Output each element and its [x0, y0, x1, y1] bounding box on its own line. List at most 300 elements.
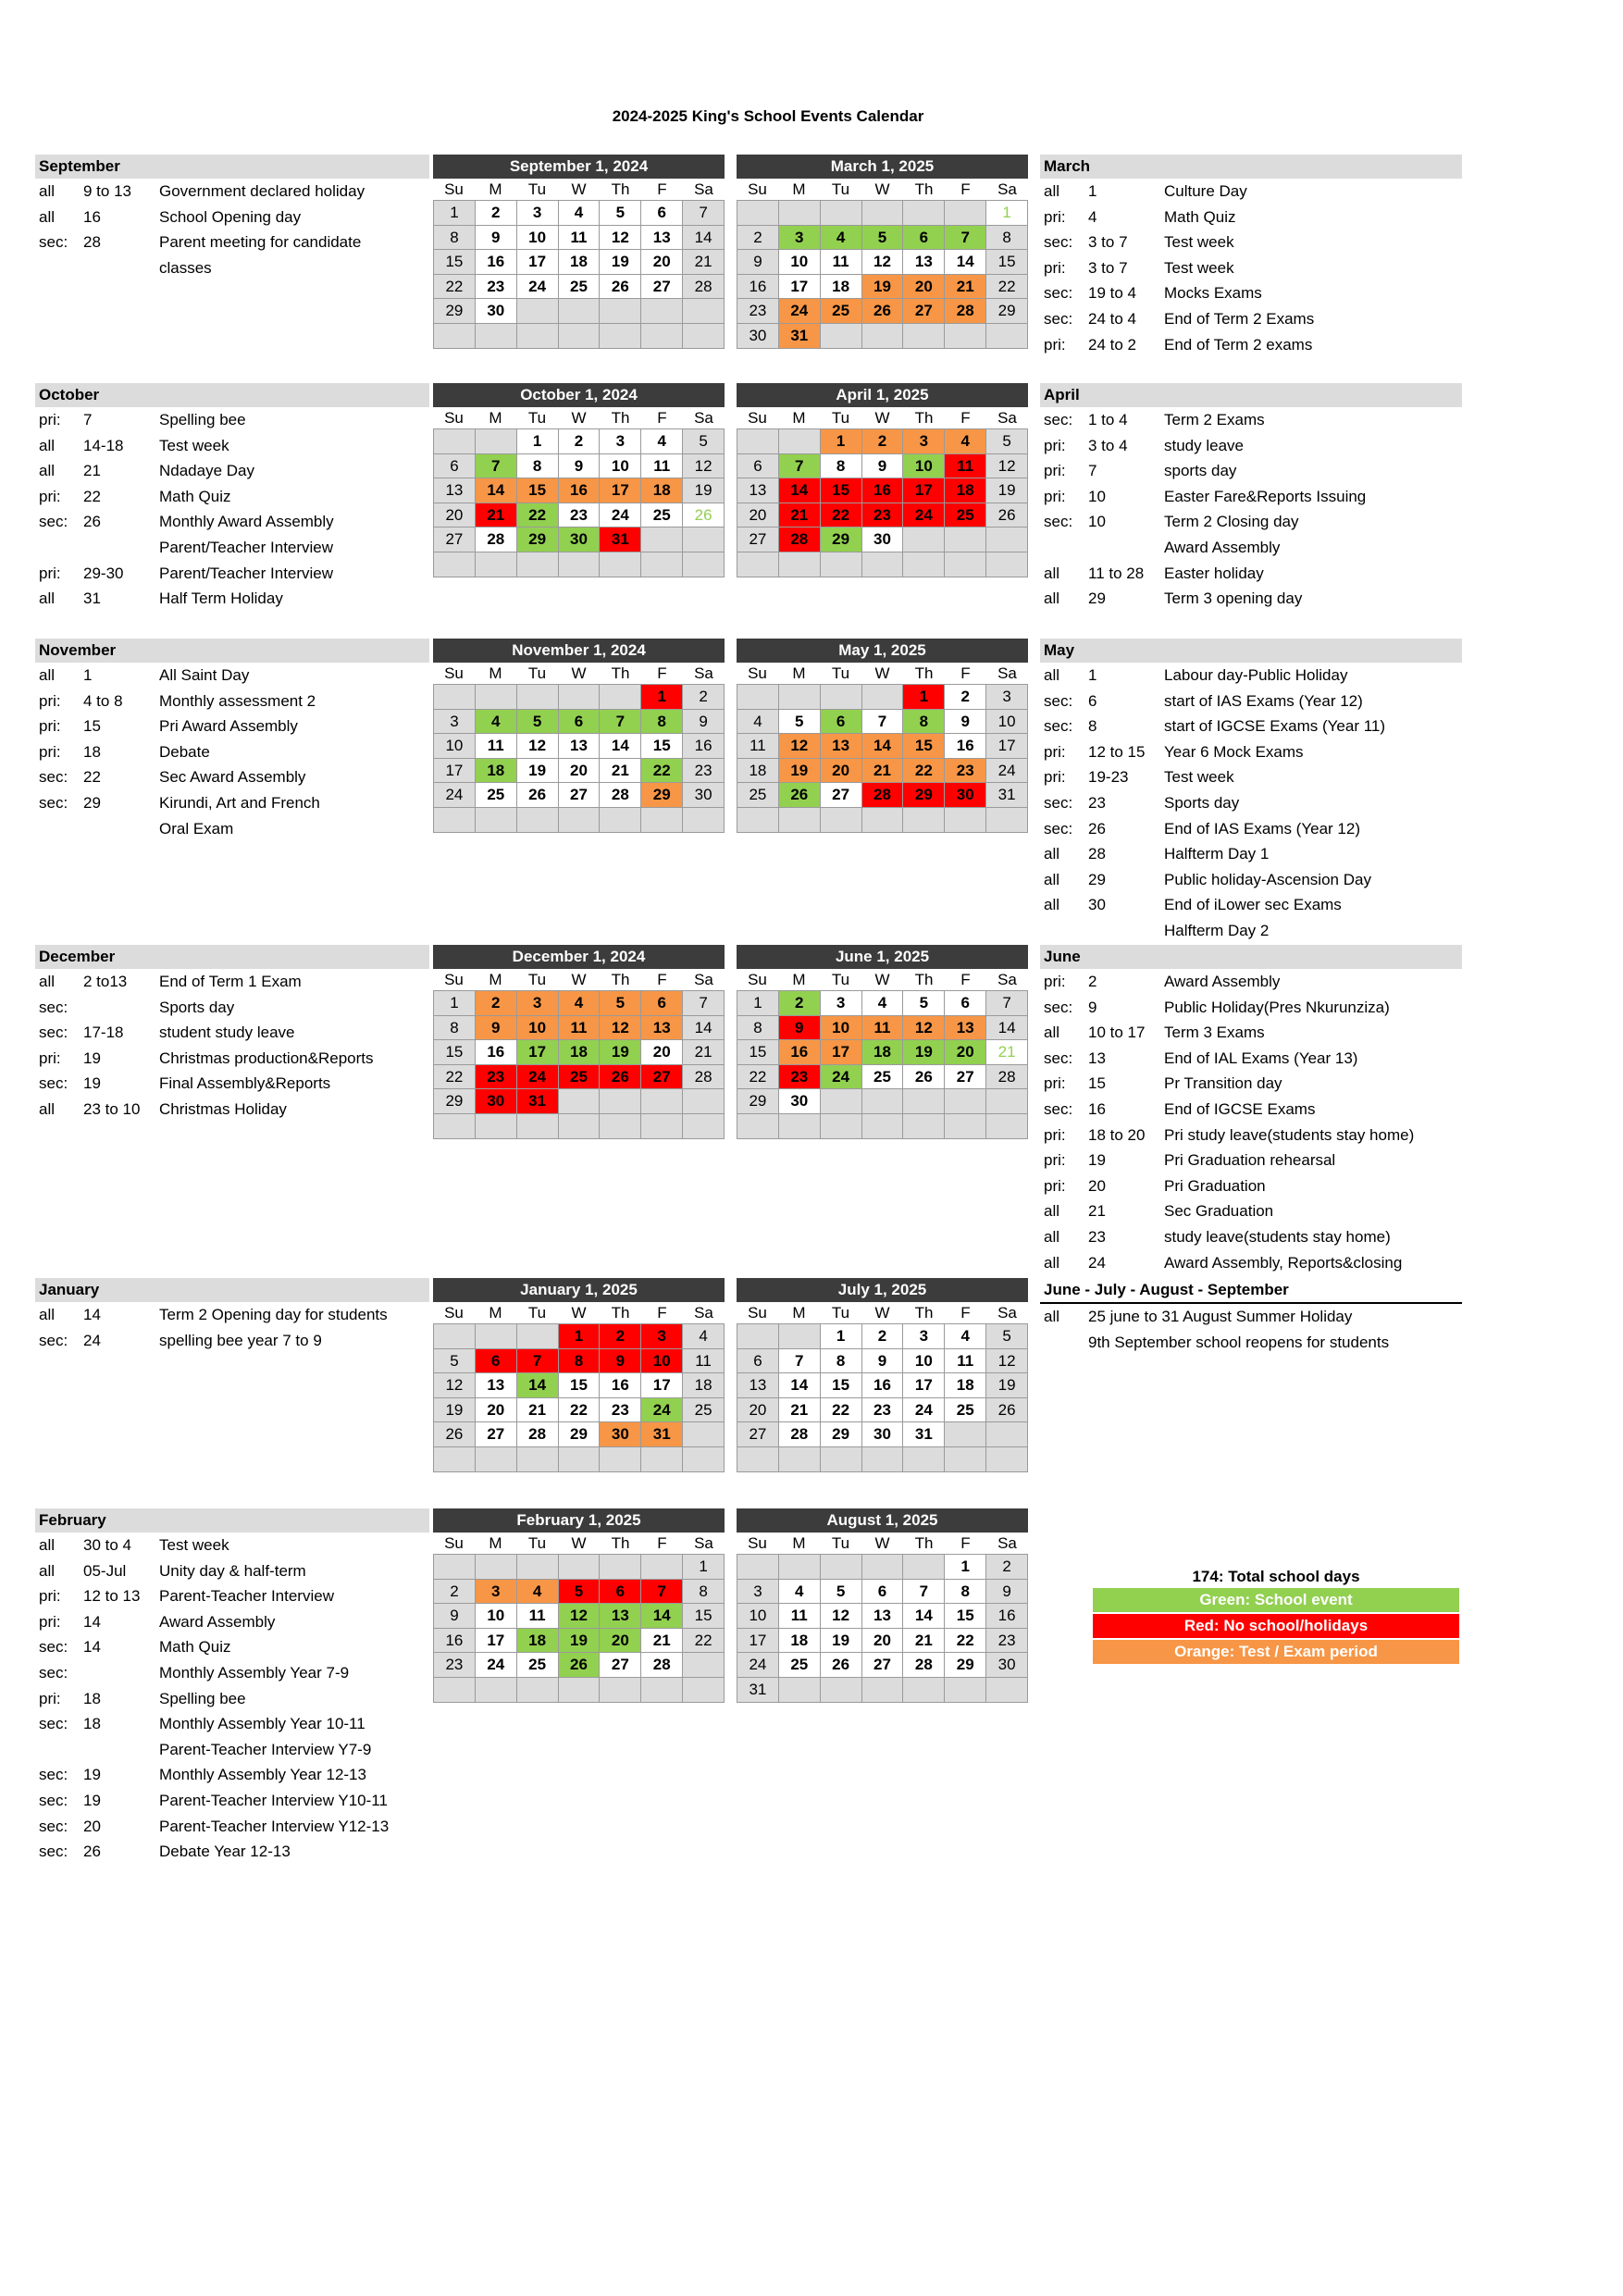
event-text: Public Holiday(Pres Nkurunziza): [1164, 998, 1390, 1016]
event-tag: all: [39, 1306, 56, 1323]
event-row: [1040, 918, 1462, 944]
day-cell: 11: [945, 1349, 986, 1374]
event-row: [35, 205, 429, 230]
event-tag: [35, 255, 83, 281]
month-header: November: [35, 639, 429, 663]
event-row: [1040, 433, 1462, 459]
empty-day-cell: [600, 1678, 641, 1703]
day-cell: 16: [476, 1040, 517, 1065]
event-row: [1040, 714, 1462, 739]
event-text: Half Term Holiday: [159, 590, 283, 608]
day-cell: 15: [434, 1040, 476, 1065]
day-cell: 23: [434, 1653, 476, 1678]
day-cell: 13: [903, 250, 945, 275]
day-cell: 10: [986, 710, 1028, 735]
day-cell: 25: [945, 503, 986, 528]
empty-day-cell: [683, 808, 725, 833]
day-cell: 25: [559, 1065, 601, 1090]
event-date: 10: [1088, 487, 1106, 505]
day-cell: 18: [737, 759, 779, 784]
event-row: [1040, 1097, 1462, 1123]
day-cell: 30: [559, 527, 601, 552]
event-tag: all: [39, 590, 56, 608]
event-row: [1040, 969, 1462, 995]
weekday-label: Tu: [527, 180, 547, 198]
day-cell: 19: [600, 250, 641, 275]
event-row: [35, 230, 429, 255]
event-row: [35, 179, 429, 205]
empty-day-cell: [903, 201, 945, 226]
empty-day-cell: [779, 1114, 821, 1139]
weekday-label: F: [960, 1534, 971, 1552]
day-cell: 15: [434, 250, 476, 275]
weekday-label: Tu: [527, 1304, 547, 1322]
weekday-label: Su: [748, 1304, 767, 1322]
event-row: [1040, 280, 1462, 306]
day-cell: 4: [945, 1324, 986, 1349]
weekday-label: Th: [914, 664, 934, 682]
day-cell: 22: [945, 1629, 986, 1654]
event-date: 29: [1088, 590, 1106, 608]
day-cell: 10: [903, 454, 945, 479]
event-row: [35, 1558, 429, 1584]
empty-day-cell: [986, 552, 1028, 577]
event-tag: all: [39, 973, 56, 990]
day-cell: 12: [559, 1604, 601, 1629]
event-text: start of IAS Exams (Year 12): [1164, 691, 1363, 710]
day-cell: 15: [986, 250, 1028, 275]
event-date: 14: [83, 1638, 101, 1657]
event-tag: pri:: [39, 564, 61, 582]
empty-day-cell: [683, 324, 725, 349]
day-cell: 8: [517, 454, 559, 479]
empty-day-cell: [641, 1555, 683, 1580]
event-row: [35, 689, 429, 714]
event-tag: sec:: [39, 793, 68, 812]
event-text: Test week: [1164, 768, 1234, 787]
legend-total: 174: Total school days: [1192, 1568, 1360, 1585]
day-cell: 19: [986, 478, 1028, 503]
event-tag: pri:: [39, 742, 61, 761]
day-cell: 20: [945, 1040, 986, 1065]
day-cell: 23: [779, 1065, 821, 1090]
event-text: Sec Graduation: [1164, 1202, 1274, 1221]
event-text: Halfterm Day 1: [1164, 845, 1270, 863]
event-date: 14: [83, 1306, 101, 1323]
event-tag: pri:: [39, 1689, 61, 1707]
empty-day-cell: [600, 299, 641, 324]
day-cell: 27: [737, 527, 779, 552]
day-cell: 6: [862, 1580, 904, 1605]
day-cell: 8: [903, 710, 945, 735]
empty-day-cell: [779, 808, 821, 833]
day-cell: 26: [434, 1422, 476, 1447]
day-cell: 10: [517, 226, 559, 251]
empty-day-cell: [945, 1678, 986, 1703]
empty-day-cell: [476, 429, 517, 454]
day-cell: 10: [903, 1349, 945, 1374]
day-cell: 22: [737, 1065, 779, 1090]
event-tag: all: [1044, 1308, 1060, 1325]
event-text: classes: [159, 258, 212, 277]
day-cell: 3: [476, 1580, 517, 1605]
day-cell: 21: [683, 1040, 725, 1065]
empty-day-cell: [600, 1089, 641, 1114]
event-row: [35, 1660, 429, 1686]
month-events-january: [35, 1278, 429, 1353]
weekday-label: Tu: [831, 1304, 850, 1322]
empty-day-cell: [600, 552, 641, 577]
empty-day-cell: [945, 1114, 986, 1139]
event-row: [35, 663, 429, 689]
weekday-label: F: [960, 180, 971, 198]
month-calendar: [737, 639, 1028, 833]
event-text: Pri Graduation: [1164, 1176, 1266, 1195]
event-row: [35, 790, 429, 816]
day-cell: 13: [821, 734, 862, 759]
empty-day-cell: [517, 1447, 559, 1472]
event-text: Parent-Teacher Interview Y10-11: [159, 1791, 388, 1809]
day-cell: 18: [559, 1040, 601, 1065]
day-cell: 25: [945, 1398, 986, 1423]
day-cell: 17: [434, 759, 476, 784]
day-cell: 4: [737, 710, 779, 735]
weekday-label: Tu: [831, 664, 850, 682]
event-row: [35, 1533, 429, 1558]
day-cell: 30: [476, 1089, 517, 1114]
calendar-title: April 1, 2025: [737, 383, 1028, 407]
event-tag: pri:: [1044, 436, 1066, 454]
day-cell: 29: [517, 527, 559, 552]
empty-day-cell: [641, 1678, 683, 1703]
event-row: [1040, 1123, 1462, 1148]
day-cell: 6: [737, 454, 779, 479]
event-tag: all: [1044, 870, 1060, 888]
day-cell: 21: [779, 503, 821, 528]
day-cell: 17: [476, 1629, 517, 1654]
empty-day-cell: [945, 552, 986, 577]
event-date: 3 to 7: [1088, 258, 1128, 277]
event-text: Term 2 Opening day for students: [159, 1306, 388, 1323]
empty-day-cell: [683, 1089, 725, 1114]
event-row: [35, 1634, 429, 1660]
event-row: [1040, 179, 1462, 205]
day-cell: 1: [903, 685, 945, 710]
event-date: 14: [83, 1612, 101, 1631]
day-cell: 30: [476, 299, 517, 324]
day-cell: 14: [683, 1016, 725, 1041]
day-cell: 3: [903, 429, 945, 454]
event-row: [1040, 1020, 1462, 1046]
event-date: 26: [83, 1843, 101, 1861]
event-text: Test week: [1164, 258, 1234, 277]
empty-day-cell: [559, 1114, 601, 1139]
day-cell: 3: [517, 201, 559, 226]
event-text: study leave(students stay home): [1164, 1227, 1391, 1246]
empty-day-cell: [683, 527, 725, 552]
day-cell: 11: [779, 1604, 821, 1629]
event-date: [83, 816, 159, 842]
event-text: Parent meeting for candidate: [159, 233, 362, 252]
day-cell: 11: [641, 454, 683, 479]
event-text: Parent-Teacher Interview Y12-13: [159, 1817, 390, 1835]
day-cell: 5: [559, 1580, 601, 1605]
day-cell: 17: [641, 1373, 683, 1398]
empty-day-cell: [434, 1678, 476, 1703]
empty-day-cell: [683, 299, 725, 324]
day-cell: 13: [434, 478, 476, 503]
day-cell: 1: [641, 685, 683, 710]
day-cell: 20: [903, 275, 945, 300]
calendar-title: October 1, 2024: [433, 383, 725, 407]
weekday-label: Sa: [694, 971, 713, 988]
day-cell: 28: [641, 1653, 683, 1678]
event-text: Spelling bee: [159, 1689, 246, 1707]
event-date: 18: [83, 1689, 101, 1707]
empty-day-cell: [862, 808, 904, 833]
day-cell: 15: [559, 1373, 601, 1398]
day-cell: 27: [641, 1065, 683, 1090]
day-cell: 10: [600, 454, 641, 479]
event-row: [1040, 739, 1462, 765]
page-title: 2024-2025 King's School Events Calendar: [612, 107, 924, 125]
event-date: 24: [1088, 1253, 1106, 1272]
empty-day-cell: [434, 1324, 476, 1349]
event-date: 22: [83, 487, 101, 505]
event-row: [35, 969, 429, 995]
legend: [1093, 1566, 1459, 1666]
month-calendar: [433, 639, 725, 833]
day-cell: 28: [683, 1065, 725, 1090]
day-cell: 9: [945, 710, 986, 735]
calendar-title: March 1, 2025: [737, 155, 1028, 179]
empty-day-cell: [683, 1447, 725, 1472]
weekday-row: [433, 407, 725, 428]
day-cell: 29: [945, 1653, 986, 1678]
day-cell: 19: [779, 759, 821, 784]
event-tag: pri:: [39, 717, 61, 736]
day-cell: 14: [862, 734, 904, 759]
day-cell: 10: [476, 1604, 517, 1629]
empty-day-cell: [517, 1114, 559, 1139]
event-date: 29: [1088, 870, 1106, 888]
day-cell: 1: [737, 991, 779, 1016]
event-tag: [35, 535, 83, 561]
day-cell: 18: [476, 759, 517, 784]
weekday-label: W: [571, 664, 587, 682]
event-text: Final Assembly&Reports: [159, 1074, 331, 1093]
day-cell: 7: [986, 991, 1028, 1016]
event-date: 19: [83, 1791, 101, 1809]
day-cell: 22: [821, 503, 862, 528]
event-tag: pri:: [39, 487, 61, 505]
event-text: End of IGCSE Exams: [1164, 1099, 1316, 1118]
day-cell: 8: [821, 454, 862, 479]
day-cell: 21: [779, 1398, 821, 1423]
event-date: 20: [1088, 1176, 1106, 1195]
event-text: School Opening day: [159, 207, 302, 226]
day-cell: 2: [945, 685, 986, 710]
event-text: Parent/Teacher Interview: [159, 538, 334, 556]
day-cell: 22: [683, 1629, 725, 1654]
calendar-grid: [433, 200, 725, 349]
event-row: [35, 407, 429, 433]
day-cell: 9: [737, 250, 779, 275]
day-cell: 7: [945, 226, 986, 251]
empty-day-cell: [517, 299, 559, 324]
day-cell: 6: [434, 454, 476, 479]
day-cell: 8: [559, 1349, 601, 1374]
day-cell: 17: [903, 478, 945, 503]
empty-day-cell: [600, 1555, 641, 1580]
event-row: [35, 1762, 429, 1788]
empty-day-cell: [559, 552, 601, 577]
day-cell: 9: [683, 710, 725, 735]
event-tag: pri:: [1044, 742, 1066, 761]
event-text: Term 3 Exams: [1164, 1024, 1265, 1042]
day-cell: 2: [737, 226, 779, 251]
day-cell: 13: [641, 1016, 683, 1041]
empty-day-cell: [862, 685, 904, 710]
empty-day-cell: [600, 808, 641, 833]
weekday-label: Sa: [694, 1304, 713, 1322]
event-row: [1040, 484, 1462, 510]
empty-day-cell: [821, 1114, 862, 1139]
day-cell: 3: [517, 991, 559, 1016]
event-row: [1040, 1198, 1462, 1224]
empty-day-cell: [434, 685, 476, 710]
event-text: Sec Award Assembly: [159, 768, 306, 787]
day-cell: 2: [862, 429, 904, 454]
event-tag: all: [39, 1099, 56, 1118]
day-cell: 1: [986, 201, 1028, 226]
event-row: [1040, 995, 1462, 1021]
day-cell: 25: [476, 783, 517, 808]
weekday-label: Tu: [527, 1534, 547, 1552]
day-cell: 26: [862, 299, 904, 324]
weekday-label: W: [571, 971, 587, 988]
day-cell: 31: [986, 783, 1028, 808]
empty-day-cell: [641, 1447, 683, 1472]
empty-day-cell: [779, 1555, 821, 1580]
weekday-label: Su: [748, 409, 767, 427]
day-cell: 1: [821, 1324, 862, 1349]
calendar-grid: [433, 1554, 725, 1703]
event-tag: sec:: [39, 1791, 68, 1809]
day-cell: 29: [821, 527, 862, 552]
event-row: [1040, 407, 1462, 433]
weekday-label: Su: [444, 971, 464, 988]
month-header: April: [1040, 383, 1462, 407]
event-tag: sec:: [39, 998, 68, 1016]
day-cell: 23: [862, 1398, 904, 1423]
summer-line: [1040, 1330, 1462, 1356]
day-cell: 18: [683, 1373, 725, 1398]
event-tag: sec:: [1044, 1099, 1073, 1118]
day-cell: 6: [821, 710, 862, 735]
event-row: [35, 509, 429, 535]
event-tag: pri:: [1044, 335, 1066, 354]
empty-day-cell: [600, 685, 641, 710]
day-cell: 8: [737, 1016, 779, 1041]
event-row: [1040, 1173, 1462, 1199]
weekday-label: M: [489, 180, 502, 198]
event-row: [1040, 306, 1462, 332]
day-cell: 26: [903, 1065, 945, 1090]
event-tag: all: [1044, 564, 1060, 582]
summer-line: [1040, 1304, 1462, 1330]
day-cell: 28: [986, 1065, 1028, 1090]
day-cell: 25: [737, 783, 779, 808]
day-cell: 11: [737, 734, 779, 759]
weekday-label: M: [792, 971, 806, 988]
weekday-label: M: [489, 971, 502, 988]
weekday-row: [433, 179, 725, 200]
day-cell: 5: [862, 226, 904, 251]
day-cell: 4: [517, 1580, 559, 1605]
weekday-label: Tu: [831, 1534, 850, 1552]
day-cell: 8: [434, 1016, 476, 1041]
empty-day-cell: [559, 1555, 601, 1580]
day-cell: 25: [683, 1398, 725, 1423]
day-cell: 6: [600, 1580, 641, 1605]
weekday-row: [737, 407, 1028, 428]
empty-day-cell: [476, 1447, 517, 1472]
month-events-april: [1040, 383, 1462, 612]
weekday-row: [433, 663, 725, 684]
month-calendar: [433, 155, 725, 349]
day-cell: 5: [683, 429, 725, 454]
empty-day-cell: [779, 1678, 821, 1703]
empty-day-cell: [737, 552, 779, 577]
day-cell: 4: [683, 1324, 725, 1349]
day-cell: 18: [945, 478, 986, 503]
event-date: 19: [1088, 1151, 1106, 1170]
event-tag: sec:: [39, 513, 68, 531]
day-cell: 23: [559, 503, 601, 528]
day-cell: 31: [779, 324, 821, 349]
empty-day-cell: [476, 1324, 517, 1349]
day-cell: 26: [779, 783, 821, 808]
empty-day-cell: [903, 808, 945, 833]
empty-day-cell: [559, 1089, 601, 1114]
calendar-title: November 1, 2024: [433, 639, 725, 663]
day-cell: 9: [559, 454, 601, 479]
day-cell: 1: [434, 201, 476, 226]
weekday-label: Th: [914, 1304, 934, 1322]
event-row: [1040, 1250, 1462, 1276]
empty-day-cell: [945, 201, 986, 226]
day-cell: 8: [683, 1580, 725, 1605]
calendar-title: July 1, 2025: [737, 1278, 1028, 1302]
event-tag: sec:: [1044, 284, 1073, 303]
empty-day-cell: [476, 552, 517, 577]
empty-day-cell: [779, 552, 821, 577]
event-tag: sec:: [39, 1817, 68, 1835]
calendar-grid: [737, 1323, 1028, 1472]
empty-day-cell: [641, 808, 683, 833]
empty-day-cell: [737, 201, 779, 226]
day-cell: 23: [476, 1065, 517, 1090]
day-cell: 9: [986, 1580, 1028, 1605]
empty-day-cell: [476, 1678, 517, 1703]
event-tag: pri:: [39, 691, 61, 710]
day-cell: 22: [641, 759, 683, 784]
day-cell: 15: [821, 478, 862, 503]
day-cell: 10: [779, 250, 821, 275]
event-tag: all: [1044, 896, 1060, 914]
event-text: Monthly assessment 2: [159, 691, 316, 710]
